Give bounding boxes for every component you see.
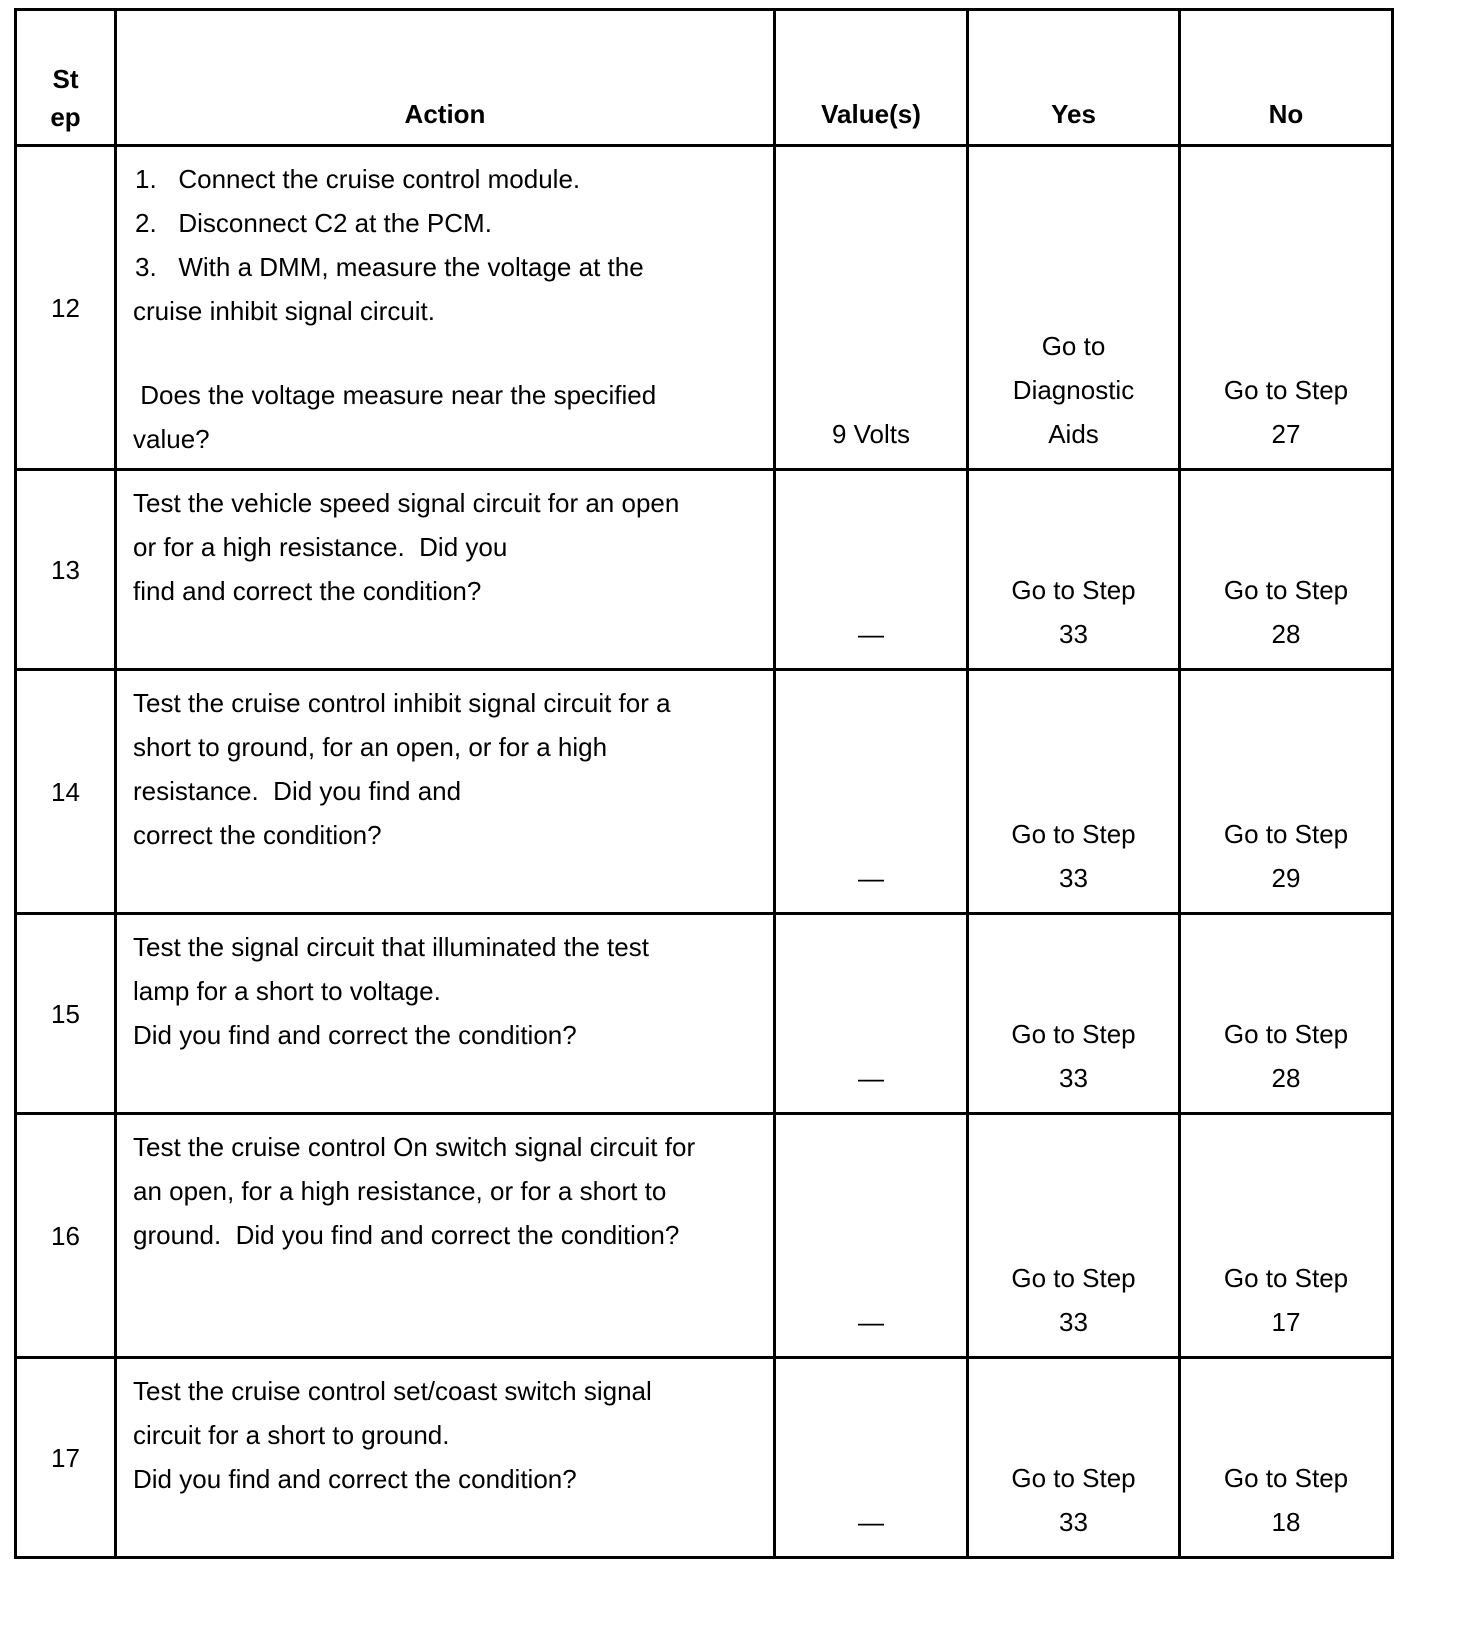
action-text-line: lamp for a short to voltage. — [133, 976, 441, 1006]
no-outcome-line: Go to Step — [1223, 575, 1349, 605]
action-cell — [116, 146, 775, 470]
action-numbered-item: 2. Disconnect C2 at the PCM. — [135, 208, 492, 238]
yes-outcome-line: Go to Step — [1011, 819, 1136, 849]
value-cell — [775, 1358, 968, 1558]
table-row — [16, 146, 1393, 470]
header-no: No — [1180, 10, 1393, 146]
header-step — [16, 10, 116, 146]
action-text-line: Test the cruise control On switch signal circuit for — [133, 1132, 696, 1162]
step-number: 14 — [16, 670, 116, 914]
value-cell — [775, 1114, 968, 1358]
yes-outcome-cell — [968, 1114, 1180, 1358]
table-row — [16, 670, 1393, 914]
header-values: Value(s) — [775, 10, 968, 146]
action-numbered-item: 3. With a DMM, measure the voltage at the — [135, 252, 644, 282]
action-text-line: cruise inhibit signal circuit. — [133, 296, 436, 326]
no-outcome-line: 18 — [1271, 1507, 1301, 1537]
yes-outcome-cell — [968, 470, 1180, 670]
value-cell — [775, 670, 968, 914]
em-dash-value: — — [858, 619, 884, 649]
no-outcome-cell — [1180, 470, 1393, 670]
action-text-line: resistance. Did you find and — [133, 776, 462, 806]
value-cell — [775, 914, 968, 1114]
action-text-line: an open, for a high resistance, or for a short to — [133, 1176, 667, 1206]
action-text-line: correct the condition? — [133, 820, 382, 850]
no-outcome-cell — [1180, 914, 1393, 1114]
yes-outcome-cell — [968, 914, 1180, 1114]
action-text-line: Did you find and correct the condition? — [133, 1464, 577, 1494]
action-numbered-item: 1. Connect the cruise control module. — [135, 164, 581, 194]
action-cell — [116, 914, 775, 1114]
no-outcome-line: 29 — [1271, 863, 1301, 893]
table-row — [16, 1114, 1393, 1358]
table-row — [16, 914, 1393, 1114]
action-text-line: Test the cruise control set/coast switch signal — [133, 1376, 652, 1406]
table-body — [16, 146, 1393, 1558]
no-outcome-line: 27 — [1271, 419, 1301, 449]
action-text-line: find and correct the condition? — [133, 576, 482, 606]
no-outcome-cell — [1180, 146, 1393, 470]
action-text-line: Did you find and correct the condition? — [133, 1020, 577, 1050]
no-outcome-line: Go to Step — [1223, 375, 1349, 405]
step-number: 13 — [16, 470, 116, 670]
step-number: 16 — [16, 1114, 116, 1358]
yes-outcome-line: Go to — [1041, 331, 1106, 361]
no-outcome-line: Go to Step — [1223, 819, 1349, 849]
header-step-line2: ep — [50, 102, 81, 132]
action-text-line: or for a high resistance. Did you — [133, 532, 508, 562]
value-text: 9 Volts — [831, 419, 911, 449]
yes-outcome-cell — [968, 670, 1180, 914]
action-cell — [116, 470, 775, 670]
yes-outcome-line: 33 — [1059, 619, 1088, 649]
yes-outcome-cell — [968, 146, 1180, 470]
em-dash-value: — — [858, 1507, 884, 1537]
yes-outcome-cell — [968, 1358, 1180, 1558]
yes-outcome-line: 33 — [1059, 1063, 1088, 1093]
em-dash-value: — — [858, 863, 884, 893]
action-text-line: circuit for a short to ground. — [133, 1420, 450, 1450]
no-outcome-cell — [1180, 1358, 1393, 1558]
no-outcome-cell — [1180, 1114, 1393, 1358]
step-number: 12 — [16, 146, 116, 470]
em-dash-value: — — [858, 1063, 884, 1093]
value-cell — [775, 470, 968, 670]
action-text-line: Test the cruise control inhibit signal circuit for a — [133, 688, 671, 718]
header-row — [16, 10, 1393, 146]
action-text-line: short to ground, for an open, or for a high — [133, 732, 608, 762]
value-cell — [775, 146, 968, 470]
step-number: 15 — [16, 914, 116, 1114]
action-cell — [116, 1358, 775, 1558]
yes-outcome-line: 33 — [1059, 863, 1088, 893]
em-dash-value: — — [858, 1307, 884, 1337]
header-step-line1: St — [52, 64, 79, 94]
action-text-line: ground. Did you find and correct the condition? — [133, 1220, 680, 1250]
no-outcome-line: Go to Step — [1223, 1463, 1349, 1493]
header-yes: Yes — [968, 10, 1180, 146]
yes-outcome-line: Aids — [1048, 419, 1099, 449]
yes-outcome-line: 33 — [1059, 1507, 1088, 1537]
yes-outcome-line: Diagnostic — [1012, 375, 1135, 405]
no-outcome-line: Go to Step — [1223, 1019, 1349, 1049]
no-outcome-line: 28 — [1271, 619, 1301, 649]
no-outcome-cell — [1180, 670, 1393, 914]
table-row — [16, 470, 1393, 670]
header-action: Action — [116, 10, 775, 146]
diagnostic-table — [14, 8, 1394, 1559]
yes-outcome-line: Go to Step — [1011, 1263, 1136, 1293]
action-text-line: value? — [133, 424, 210, 454]
step-number: 17 — [16, 1358, 116, 1558]
no-outcome-line: 28 — [1271, 1063, 1301, 1093]
yes-outcome-line: Go to Step — [1011, 575, 1136, 605]
yes-outcome-line: Go to Step — [1011, 1019, 1136, 1049]
yes-outcome-line: Go to Step — [1011, 1463, 1136, 1493]
action-cell — [116, 670, 775, 914]
no-outcome-line: Go to Step — [1223, 1263, 1349, 1293]
table-row — [16, 1358, 1393, 1558]
action-text-line: Test the signal circuit that illuminated the test — [133, 932, 649, 962]
no-outcome-line: 17 — [1271, 1307, 1301, 1337]
action-text-line: Test the vehicle speed signal circuit for an open — [133, 488, 680, 518]
action-text-line — [133, 333, 763, 373]
action-cell — [116, 1114, 775, 1358]
action-text-line: Does the voltage measure near the specified — [133, 380, 657, 410]
yes-outcome-line: 33 — [1059, 1307, 1088, 1337]
